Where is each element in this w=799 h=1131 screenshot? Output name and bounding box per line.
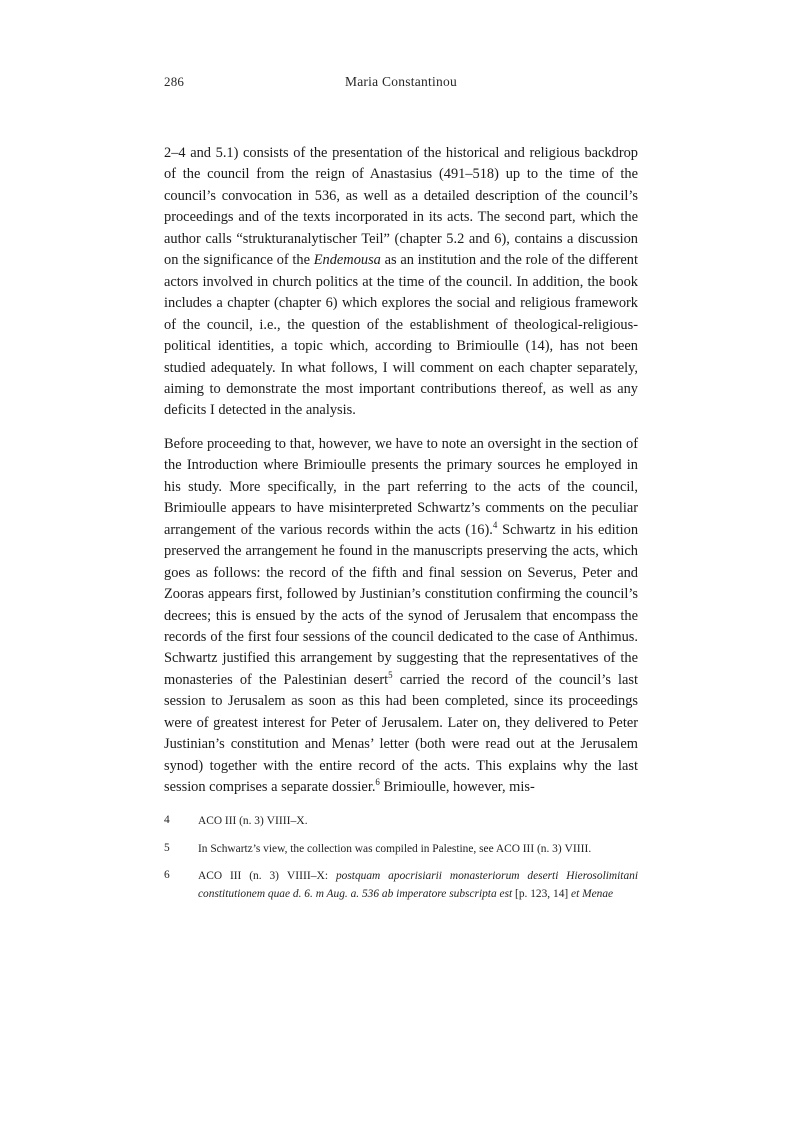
small-caps-run: VIIII [564,841,589,855]
footnote-apparatus [164,812,638,903]
text-run: . [304,815,308,827]
text-run: [p. 123, 14] [515,887,572,900]
italic-run: et Menae [571,887,614,900]
text-run: as an institution and the role of the different actors involved in church politics at the time of the council. In addition, the book includes a chapter (chapter 6) which explores the social and religious framework of the council, i.e., the question of the establishment of theological-religious-political identities, a topic which, according to Brimioulle (14), has not been studied adequately. In what follows, I will comment on each chapter separately, aiming to demonstrate the most important contributions thereof, as well as any deficits I detected in the analysis. [164,252,638,419]
text-run: Before proceeding to that, however, we have to note an oversight in the section of the Introduction where Brimioulle presents the primary sources he employed in his study. More specifically, in the part referring to the acts of the council, Brimioulle appears to have misinterpreted Schwartz’s comments on the peculiar arrangement of the various records within the acts (16). [164,435,638,538]
footnote-text [198,840,638,859]
text-run: ACO III (n. 3) [198,815,267,827]
text-run: . [588,842,592,855]
italic-run: Endemousa [313,252,381,269]
text-run: Brimioulle, however, mis- [379,779,535,796]
paragraph-2 [164,434,638,799]
small-caps-run: VIIII–X [266,814,305,827]
footnote-4 [164,812,638,831]
body-text-block [164,143,638,799]
footnote-reference[interactable]: 5 [388,670,393,681]
small-caps-run: VIIII–X [286,869,325,883]
footnote-text [198,867,638,903]
footnote-number: 4 [164,814,170,826]
text-run: In Schwartz’s view, the collection was compiled in Palestine, see ACO III (n. 3) [198,842,565,855]
footnote-reference[interactable]: 6 [375,777,380,788]
paragraph-1 [164,143,638,422]
running-head [164,74,638,94]
text-run: : [324,870,336,883]
footnote-text [198,812,638,831]
italic-run: postquam apocrisiarii monasteriorum deserti Hierosolimitani constitutionem quae d. 6. m Aug. a. 536 ab imperatore subscripta est [198,870,639,900]
footnote-number: 6 [164,869,170,882]
text-run: Schwartz in his edition preserved the arrangement he found in the manuscripts preserving the acts, which goes as follows: the record of the fifth and final session on Severus, Peter and Zooras appears first, followed by Justinian’s constitution confirming the council’s decrees; this is ensued by the acts of the synod of Jerusalem that encompass the records of the first four sessions of the council dedicated to the case of Anthimus. Schwartz justified this arrangement by suggesting that the representatives of the monasteries of the Palestinian desert [164,521,639,688]
page-number: 286 [164,74,185,89]
footnote-6 [164,867,638,903]
running-head-title: Maria Constantinou [344,74,458,89]
footnote-number: 5 [164,841,170,854]
footnote-reference[interactable]: 4 [492,519,498,530]
text-run: 2–4 and 5.1) consists of the presentation of the historical and religious backdrop of the council from the reign of Anastasius (491–518) up to the time of the council’s convocation in 536, as well as a detailed description of the council’s proceedings and of the texts incorporated in its acts. The second part, which the author calls “strukturanalytischer Teil” (chapter 5.2 and 6), contains a discussion on the significance of the [164,145,638,269]
footnote-5 [164,840,638,859]
text-run: carried the record of the council’s last session to Jerusalem as soon as this had been completed, since its proceedings were of greatest interest for Peter of Jerusalem. Later on, they delivered to Peter Justinian’s constitution and Menas’ letter (both were read out at the Jerusalem synod) together with the entire record of the acts. This explains why the last session comprises a separate dossier. [164,671,639,796]
text-run: ACO III (n. 3) [198,870,287,883]
